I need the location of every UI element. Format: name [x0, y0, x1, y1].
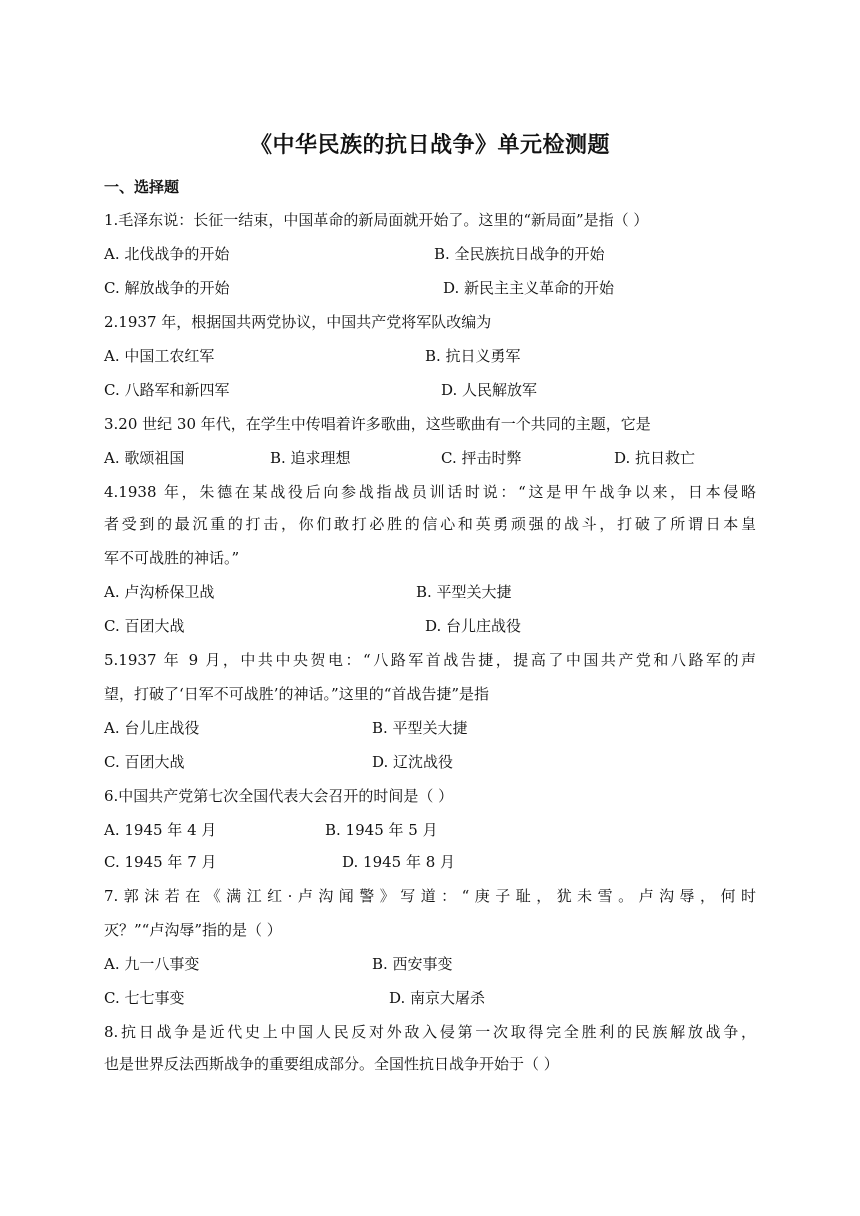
question-5-option-b: B. 平型关大捷	[372, 719, 468, 737]
question-3-option-b: B. 追求理想	[270, 449, 351, 467]
question-6-option-d: D. 1945 年 8 月	[342, 853, 456, 871]
question-8-text-line-1	[104, 1022, 756, 1042]
question-4-option-c: C. 百团大战	[104, 617, 185, 635]
question-5-line-1: 5.1937 年 9 月，中共中央贺电：“八路军首战告捷，提高了中国共产党和八路军的声	[104, 651, 756, 669]
question-7-option-d: D. 南京大屠杀	[389, 989, 486, 1007]
question-2-option-c: C. 八路军和新四军	[104, 381, 230, 399]
question-5-option-a: A. 台儿庄战役	[104, 719, 200, 737]
question-8-text-line-2: 也是世界反法西斯战争的重要组成部分。全国性抗日战争开始于（ ）	[104, 1055, 559, 1073]
question-5-text-line-1	[104, 650, 756, 670]
question-7-option-a: A. 九一八事变	[104, 955, 200, 973]
question-4-option-d: D. 台儿庄战役	[425, 617, 522, 635]
question-7-line-1: 7.郭沫若在《满江红·卢沟闻警》写道：“庚子耻，犹未雪。卢沟辱，何时	[104, 887, 756, 905]
question-2-option-b: B. 抗日义勇军	[425, 347, 521, 365]
question-4-text-line-3: 军不可战胜的神话。”	[104, 549, 240, 567]
question-6-option-b: B. 1945 年 5 月	[325, 821, 438, 839]
question-1-option-d: D. 新民主主义革命的开始	[443, 279, 615, 297]
question-3-option-a: A. 歌颂祖国	[104, 449, 185, 467]
question-4-option-b: B. 平型关大捷	[416, 583, 512, 601]
question-3-option-c: C. 抨击时弊	[441, 449, 522, 467]
question-4-text-line-1	[104, 482, 756, 502]
question-1-option-b: B. 全民族抗日战争的开始	[434, 245, 605, 263]
question-3-text: 3.20 世纪 30 年代，在学生中传唱着许多歌曲，这些歌曲有一个共同的主题，它是	[104, 415, 651, 433]
question-1-text: 1.毛泽东说：长征一结束，中国革命的新局面就开始了。这里的“新局面”是指（ ）	[104, 211, 649, 229]
page-title: 《中华民族的抗日战争》单元检测题	[249, 133, 610, 158]
question-7-text-line-1	[104, 886, 756, 906]
question-6-option-a: A. 1945 年 4 月	[104, 821, 217, 839]
question-6-text: 6.中国共产党第七次全国代表大会召开的时间是（ ）	[104, 787, 454, 805]
question-4-line-2: 者受到的最沉重的打击，你们敢打必胜的信心和英勇顽强的战斗，打破了所谓日本皇	[104, 515, 756, 533]
question-7-option-b: B. 西安事变	[372, 955, 453, 973]
section-heading: 一、选择题	[104, 178, 180, 196]
question-1-option-c: C. 解放战争的开始	[104, 279, 230, 297]
question-1-option-a: A. 北伐战争的开始	[104, 245, 230, 263]
question-2-text: 2.1937 年，根据国共两党协议，中国共产党将军队改编为	[104, 313, 492, 331]
question-4-line-1: 4.1938 年，朱德在某战役后向参战指战员训话时说：“这是甲午战争以来，日本侵略	[104, 483, 756, 501]
question-7-text-line-2: 灭？”“卢沟辱”指的是（ ）	[104, 921, 282, 939]
question-2-option-a: A. 中国工农红军	[104, 347, 215, 365]
question-6-option-c: C. 1945 年 7 月	[104, 853, 217, 871]
question-7-option-c: C. 七七事变	[104, 989, 185, 1007]
question-3-option-d: D. 抗日救亡	[614, 449, 696, 467]
question-5-option-c: C. 百团大战	[104, 753, 185, 771]
question-8-line-1: 8.抗日战争是近代史上中国人民反对外敌入侵第一次取得完全胜利的民族解放战争，	[104, 1023, 756, 1041]
question-5-text-line-2: 望，打破了‘日军不可战胜’的神话。”这里的“首战告捷”是指	[104, 685, 490, 703]
question-4-option-a: A. 卢沟桥保卫战	[104, 583, 215, 601]
question-4-text-line-2	[104, 514, 756, 534]
question-5-option-d: D. 辽沈战役	[372, 753, 454, 771]
question-2-option-d: D. 人民解放军	[441, 381, 538, 399]
